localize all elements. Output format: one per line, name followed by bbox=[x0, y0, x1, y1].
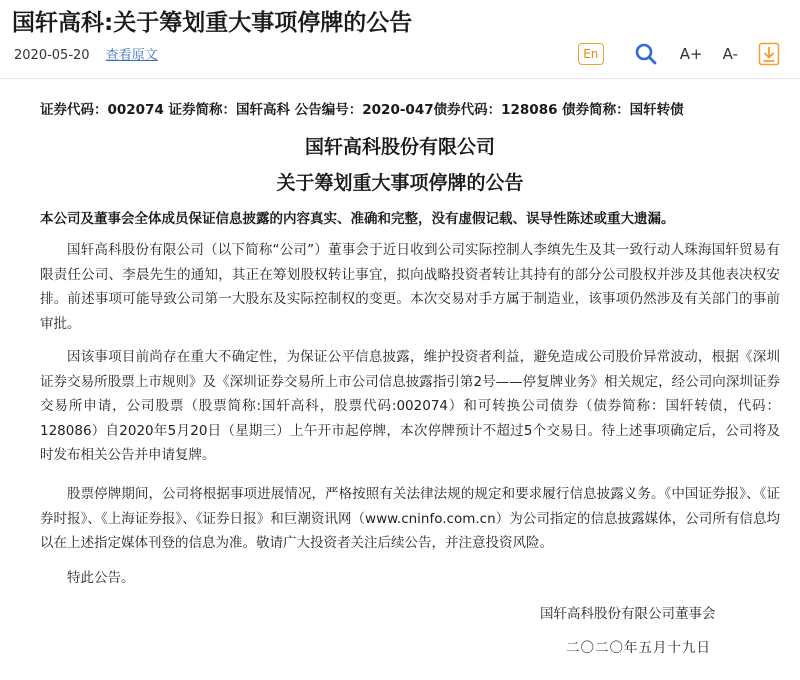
font-increase-button[interactable]: A+ bbox=[679, 45, 703, 63]
security-code-line: 证券代码：002074 证券简称：国轩高科 公告编号：2020-047债券代码：128086 债券简称：国轩转债 bbox=[40, 102, 684, 118]
toolbar bbox=[578, 40, 780, 68]
download-icon[interactable] bbox=[758, 42, 780, 66]
view-original-link[interactable]: 查看原文 bbox=[105, 48, 158, 63]
signature-date: 二〇二〇年五月十九日 bbox=[566, 640, 711, 656]
paragraph: 因该事项目前尚存在重大不确定性，为保证公平信息披露，维护投资者利益，避免造成公司股价异常波动，根据《深圳证券交易所股票上市规则》及《深圳证券交易所上市公司信息披露指引第2号——停复牌业务》相关规定，经公司向深圳证券交易所申请，公司股票（股票简称:国轩高科，股票代码:002074）和可转换公司债券（债券简称：国轩转债，代码：128086）自2020年5月20日（星期三）上午开市起停牌，本次停牌预计不超过5个交易日。待上述事项确定后，公司将及时发布相关公告并申请复牌。 bbox=[40, 349, 780, 463]
notice-title: 关于筹划重大事项停牌的公告 bbox=[276, 172, 524, 194]
closing-line: 特此公告。 bbox=[67, 570, 135, 586]
meta-row bbox=[14, 44, 158, 63]
english-toggle-button[interactable]: En bbox=[578, 43, 604, 65]
board-statement: 本公司及董事会全体成员保证信息披露的内容真实、准确和完整，没有虚假记载、误导性陈述或重大遗漏。 bbox=[40, 211, 675, 227]
page-title: 国轩高科:关于筹划重大事项停牌的公告 bbox=[12, 10, 413, 36]
page-header bbox=[0, 0, 800, 80]
font-decrease-button[interactable]: A- bbox=[722, 45, 738, 63]
company-title: 国轩高科股份有限公司 bbox=[304, 136, 495, 158]
header-divider bbox=[0, 78, 800, 79]
search-icon[interactable] bbox=[634, 42, 658, 66]
signature-company: 国轩高科股份有限公司董事会 bbox=[540, 606, 716, 622]
publish-date: 2020-05-20 bbox=[14, 48, 90, 63]
paragraph: 国轩高科股份有限公司（以下简称“公司”）董事会于近日收到公司实际控制人李缜先生及其一致行动人珠海国轩贸易有限责任公司、李晨先生的通知，其正在筹划股权转让事宜，拟向战略投资者转让其持有的部分公司股权并涉及其他表决权安排。前述事项可能导致公司第一大股东及实际控制权的变更。本次交易对手方属于制造业，该事项仍然涉及有关部门的事前审批。 bbox=[40, 242, 780, 332]
paragraph: 股票停牌期间，公司将根据事项进展情况，严格按照有关法律法规的规定和要求履行信息披露义务。《中国证券报》、《证券时报》、《上海证券报》、《证券日报》和巨潮资讯网（www.cninfo.com.cn）为公司指定的信息披露媒体，公司所有信息均以在上述指定媒体刊登的信息为准。敬请广大投资者关注后续公告，并注意投资风险。 bbox=[40, 486, 780, 551]
